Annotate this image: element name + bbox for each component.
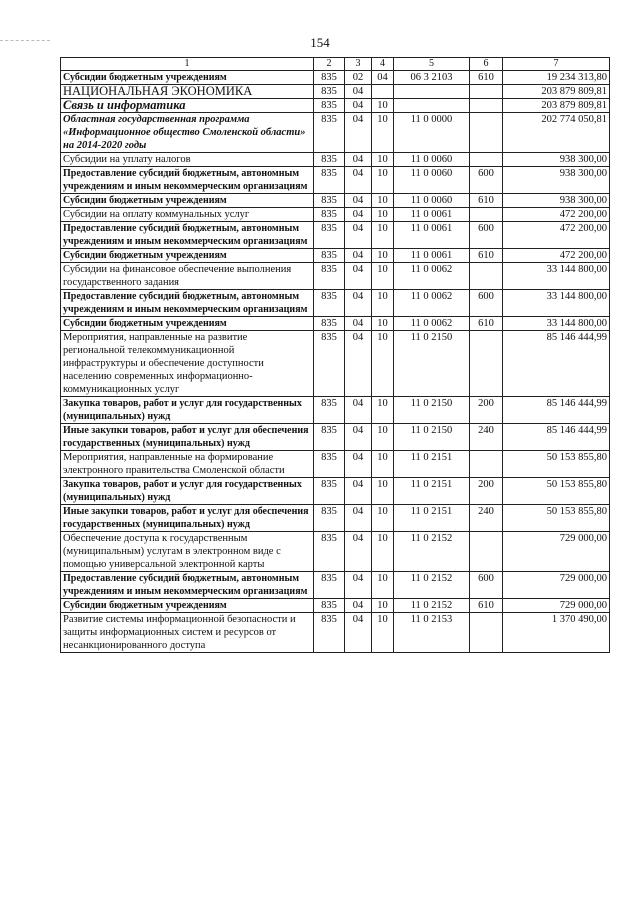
target-article-cell: 11 0 2152 <box>394 572 470 599</box>
dept-code-cell: 835 <box>314 263 345 290</box>
header-cell: 6 <box>470 58 503 71</box>
target-article-cell: 11 0 2150 <box>394 424 470 451</box>
section-code-cell: 04 <box>345 317 372 331</box>
section-code-cell: 04 <box>345 599 372 613</box>
section-code-cell: 04 <box>345 572 372 599</box>
dept-code-cell: 835 <box>314 222 345 249</box>
table-row <box>61 331 610 397</box>
header-cell: 3 <box>345 58 372 71</box>
subsection-code-cell: 10 <box>372 99 394 113</box>
amount-cell: 1 370 490,00 <box>503 613 610 653</box>
subsection-code-cell: 10 <box>372 317 394 331</box>
amount-cell: 33 144 800,00 <box>503 263 610 290</box>
expense-type-cell <box>470 613 503 653</box>
amount-cell: 85 146 444,99 <box>503 331 610 397</box>
section-code-cell: 04 <box>345 451 372 478</box>
target-article-cell: 11 0 2153 <box>394 613 470 653</box>
header-cell: 5 <box>394 58 470 71</box>
subsection-code-cell: 10 <box>372 331 394 397</box>
table-row <box>61 99 610 113</box>
target-article-cell: 11 0 2152 <box>394 532 470 572</box>
section-code-cell: 04 <box>345 222 372 249</box>
row-name-cell: Иные закупки товаров, работ и услуг для обеспечения государственных (муниципальных) нужд <box>61 424 314 451</box>
target-article-cell: 11 0 0060 <box>394 194 470 208</box>
row-name-cell: Субсидии бюджетным учреждениям <box>61 71 314 85</box>
dept-code-cell: 835 <box>314 599 345 613</box>
target-article-cell <box>394 85 470 99</box>
row-name-cell: Субсидии на оплату коммунальных услуг <box>61 208 314 222</box>
target-article-cell: 11 0 0061 <box>394 222 470 249</box>
expense-type-cell: 200 <box>470 397 503 424</box>
amount-cell: 729 000,00 <box>503 572 610 599</box>
table-row <box>61 317 610 331</box>
section-code-cell: 04 <box>345 505 372 532</box>
dept-code-cell: 835 <box>314 397 345 424</box>
subsection-code-cell: 10 <box>372 249 394 263</box>
subsection-code-cell: 10 <box>372 505 394 532</box>
row-name-cell: Субсидии бюджетным учреждениям <box>61 249 314 263</box>
table-row <box>61 613 610 653</box>
section-code-cell: 04 <box>345 532 372 572</box>
target-article-cell: 11 0 2150 <box>394 331 470 397</box>
target-article-cell: 11 0 0062 <box>394 263 470 290</box>
dept-code-cell: 835 <box>314 451 345 478</box>
subsection-code-cell: 04 <box>372 71 394 85</box>
section-code-cell: 04 <box>345 331 372 397</box>
expense-type-cell: 610 <box>470 249 503 263</box>
amount-cell: 33 144 800,00 <box>503 290 610 317</box>
row-name-cell: НАЦИОНАЛЬНАЯ ЭКОНОМИКА <box>61 85 314 99</box>
section-code-cell: 04 <box>345 99 372 113</box>
row-name-cell: Связь и информатика <box>61 99 314 113</box>
dept-code-cell: 835 <box>314 572 345 599</box>
dept-code-cell: 835 <box>314 194 345 208</box>
section-code-cell: 04 <box>345 613 372 653</box>
table-row <box>61 153 610 167</box>
amount-cell: 938 300,00 <box>503 167 610 194</box>
dept-code-cell: 835 <box>314 478 345 505</box>
section-code-cell: 04 <box>345 167 372 194</box>
amount-cell: 50 153 855,80 <box>503 505 610 532</box>
page-number: 154 <box>310 35 330 50</box>
subsection-code-cell: 10 <box>372 167 394 194</box>
table-header-row <box>61 58 610 71</box>
row-name-cell: Предоставление субсидий бюджетным, автономным учреждениям и иным некоммерческим организациям <box>61 222 314 249</box>
expense-type-cell: 240 <box>470 505 503 532</box>
amount-cell: 19 234 313,80 <box>503 71 610 85</box>
expense-type-cell: 610 <box>470 599 503 613</box>
amount-cell: 50 153 855,80 <box>503 478 610 505</box>
amount-cell: 85 146 444,99 <box>503 424 610 451</box>
dept-code-cell: 835 <box>314 208 345 222</box>
subsection-code-cell: 10 <box>372 599 394 613</box>
section-code-cell: 04 <box>345 263 372 290</box>
subsection-code-cell: 10 <box>372 222 394 249</box>
amount-cell: 472 200,00 <box>503 222 610 249</box>
budget-table <box>60 57 610 653</box>
table-row <box>61 397 610 424</box>
table-row <box>61 263 610 290</box>
target-article-cell: 11 0 0061 <box>394 249 470 263</box>
row-name-cell: Субсидии на уплату налогов <box>61 153 314 167</box>
row-name-cell: Иные закупки товаров, работ и услуг для обеспечения государственных (муниципальных) нужд <box>61 505 314 532</box>
section-code-cell: 04 <box>345 85 372 99</box>
dept-code-cell: 835 <box>314 317 345 331</box>
dept-code-cell: 835 <box>314 331 345 397</box>
section-code-cell: 04 <box>345 397 372 424</box>
row-name-cell: Обеспечение доступа к государственным (муниципальным) услугам в электронном виде с помощью универсальной электронной карты <box>61 532 314 572</box>
section-code-cell: 04 <box>345 249 372 263</box>
amount-cell: 729 000,00 <box>503 599 610 613</box>
target-article-cell: 11 0 2151 <box>394 478 470 505</box>
section-code-cell: 04 <box>345 424 372 451</box>
table-row <box>61 572 610 599</box>
amount-cell: 203 879 809,81 <box>503 99 610 113</box>
expense-type-cell: 600 <box>470 290 503 317</box>
target-article-cell <box>394 99 470 113</box>
table-row <box>61 113 610 153</box>
expense-type-cell <box>470 153 503 167</box>
dept-code-cell: 835 <box>314 153 345 167</box>
subsection-code-cell: 10 <box>372 194 394 208</box>
row-name-cell: Предоставление субсидий бюджетным, автономным учреждениям и иным некоммерческим организациям <box>61 572 314 599</box>
expense-type-cell: 600 <box>470 572 503 599</box>
expense-type-cell <box>470 263 503 290</box>
table-row <box>61 71 610 85</box>
subsection-code-cell: 10 <box>372 113 394 153</box>
table-row <box>61 505 610 532</box>
row-name-cell: Мероприятия, направленные на формирование электронного правительства Смоленской области <box>61 451 314 478</box>
row-name-cell: Развитие системы информационной безопасности и защиты информационных систем и ресурсов от несанкционированного доступа <box>61 613 314 653</box>
row-name-cell: Предоставление субсидий бюджетным, автономным учреждениям и иным некоммерческим организациям <box>61 167 314 194</box>
dept-code-cell: 835 <box>314 532 345 572</box>
expense-type-cell <box>470 208 503 222</box>
expense-type-cell <box>470 331 503 397</box>
row-name-cell: Закупка товаров, работ и услуг для государственных (муниципальных) нужд <box>61 397 314 424</box>
amount-cell: 938 300,00 <box>503 153 610 167</box>
dept-code-cell: 835 <box>314 99 345 113</box>
dept-code-cell: 835 <box>314 424 345 451</box>
section-code-cell: 02 <box>345 71 372 85</box>
row-name-cell: Субсидии на финансовое обеспечение выполнения государственного задания <box>61 263 314 290</box>
expense-type-cell <box>470 99 503 113</box>
section-code-cell: 04 <box>345 194 372 208</box>
target-article-cell: 06 3 2103 <box>394 71 470 85</box>
amount-cell: 85 146 444,99 <box>503 397 610 424</box>
section-code-cell: 04 <box>345 208 372 222</box>
table-row <box>61 194 610 208</box>
subsection-code-cell: 10 <box>372 613 394 653</box>
target-article-cell: 11 0 2151 <box>394 505 470 532</box>
table-row <box>61 478 610 505</box>
expense-type-cell: 240 <box>470 424 503 451</box>
expense-type-cell <box>470 451 503 478</box>
subsection-code-cell: 10 <box>372 290 394 317</box>
row-name-cell: Субсидии бюджетным учреждениям <box>61 194 314 208</box>
amount-cell: 472 200,00 <box>503 249 610 263</box>
header-cell: 2 <box>314 58 345 71</box>
row-name-cell: Субсидии бюджетным учреждениям <box>61 599 314 613</box>
subsection-code-cell: 10 <box>372 572 394 599</box>
row-name-cell: Предоставление субсидий бюджетным, автономным учреждениям и иным некоммерческим организациям <box>61 290 314 317</box>
subsection-code-cell: 10 <box>372 424 394 451</box>
expense-type-cell: 600 <box>470 222 503 249</box>
dept-code-cell: 835 <box>314 249 345 263</box>
amount-cell: 729 000,00 <box>503 532 610 572</box>
amount-cell: 203 879 809,81 <box>503 85 610 99</box>
target-article-cell: 11 0 2152 <box>394 599 470 613</box>
table-row <box>61 451 610 478</box>
row-name-cell: Мероприятия, направленные на развитие региональной телекоммуникационной инфраструктуры и обеспечение доступности населению современных информационно-коммуникационных услуг <box>61 331 314 397</box>
table-row <box>61 85 610 99</box>
dept-code-cell: 835 <box>314 85 345 99</box>
subsection-code-cell: 10 <box>372 153 394 167</box>
row-name-cell: Областная государственная программа «Информационное общество Смоленской области» на 2014-2020 годы <box>61 113 314 153</box>
header-cell: 4 <box>372 58 394 71</box>
expense-type-cell <box>470 113 503 153</box>
expense-type-cell <box>470 85 503 99</box>
header-cell: 7 <box>503 58 610 71</box>
target-article-cell: 11 0 0061 <box>394 208 470 222</box>
dept-code-cell: 835 <box>314 613 345 653</box>
amount-cell: 50 153 855,80 <box>503 451 610 478</box>
dept-code-cell: 835 <box>314 505 345 532</box>
header-cell: 1 <box>61 58 314 71</box>
dept-code-cell: 835 <box>314 167 345 194</box>
amount-cell: 938 300,00 <box>503 194 610 208</box>
subsection-code-cell: 10 <box>372 263 394 290</box>
section-code-cell: 04 <box>345 113 372 153</box>
section-code-cell: 04 <box>345 153 372 167</box>
table-row <box>61 532 610 572</box>
section-code-cell: 04 <box>345 478 372 505</box>
expense-type-cell: 610 <box>470 317 503 331</box>
amount-cell: 472 200,00 <box>503 208 610 222</box>
target-article-cell: 11 0 0060 <box>394 153 470 167</box>
expense-type-cell: 600 <box>470 167 503 194</box>
target-article-cell: 11 0 0062 <box>394 317 470 331</box>
expense-type-cell: 610 <box>470 194 503 208</box>
table-row <box>61 599 610 613</box>
table-row <box>61 167 610 194</box>
table-row <box>61 249 610 263</box>
expense-type-cell: 200 <box>470 478 503 505</box>
table-row <box>61 208 610 222</box>
dept-code-cell: 835 <box>314 71 345 85</box>
expense-type-cell <box>470 532 503 572</box>
subsection-code-cell: 10 <box>372 478 394 505</box>
subsection-code-cell <box>372 85 394 99</box>
target-article-cell: 11 0 2150 <box>394 397 470 424</box>
expense-type-cell: 610 <box>470 71 503 85</box>
target-article-cell: 11 0 0000 <box>394 113 470 153</box>
target-article-cell: 11 0 0060 <box>394 167 470 194</box>
subsection-code-cell: 10 <box>372 397 394 424</box>
amount-cell: 202 774 050,81 <box>503 113 610 153</box>
amount-cell: 33 144 800,00 <box>503 317 610 331</box>
subsection-code-cell: 10 <box>372 532 394 572</box>
section-code-cell: 04 <box>345 290 372 317</box>
table-row <box>61 424 610 451</box>
row-name-cell: Закупка товаров, работ и услуг для государственных (муниципальных) нужд <box>61 478 314 505</box>
target-article-cell: 11 0 2151 <box>394 451 470 478</box>
target-article-cell: 11 0 0062 <box>394 290 470 317</box>
row-name-cell: Субсидии бюджетным учреждениям <box>61 317 314 331</box>
table-row <box>61 290 610 317</box>
subsection-code-cell: 10 <box>372 208 394 222</box>
dept-code-cell: 835 <box>314 290 345 317</box>
dept-code-cell: 835 <box>314 113 345 153</box>
subsection-code-cell: 10 <box>372 451 394 478</box>
table-row <box>61 222 610 249</box>
